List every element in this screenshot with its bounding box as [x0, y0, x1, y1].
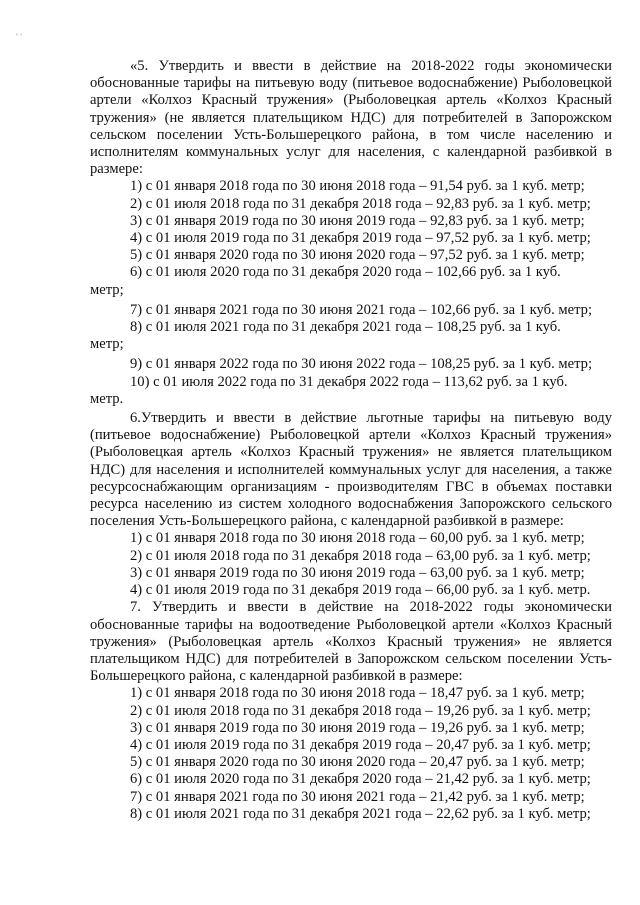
section-6-tariff-list	[90, 530, 612, 599]
list-item: 7) с 01 января 2021 года по 30 июня 2021 года – 102,66 руб. за 1 куб. метр;	[130, 301, 593, 318]
list-item-continuation: метр;	[90, 336, 124, 353]
list-item: 6) с 01 июля 2020 года по 31 декабря 2020 года – 102,66 руб. за 1 куб.	[130, 264, 561, 281]
section-6-intro: 6.Утвердить и ввести в действие льготные тарифы на питьевую воду (питьевое водоснабжение) Рыболовецкой артели «Колхоз Красный тружения» (Рыболовецкая артель «Колхоз Красный тружения» не является плательщиком НДС) для населения и исполнителей коммунальных услуг для населения, а также ресурсоснабжающим организациям - производителям ГВС в объемах поставки ресурса населению из систем холодного водоснабжения Запорожского сельского поселения Усть-Большерецкого района, с календарной разбивкой в размере:	[90, 410, 612, 530]
list-item: 4) с 01 июля 2019 года по 31 декабря 2019 года – 97,52 руб. за 1 куб. метр;	[130, 230, 591, 247]
list-item: 8) с 01 июля 2021 года по 31 декабря 2021 года – 22,62 руб. за 1 куб. метр;	[130, 805, 591, 822]
list-item: 9) с 01 января 2022 года по 30 июня 2022 года – 108,25 руб. за 1 куб. метр;	[130, 356, 593, 373]
list-item: 3) с 01 января 2019 года по 30 июня 2019 года – 92,83 руб. за 1 куб. метр;	[130, 212, 585, 229]
list-item: 4) с 01 июля 2019 года по 31 декабря 2019 года – 66,00 руб. за 1 куб. метр.	[130, 582, 591, 599]
corner-mark: ' '	[16, 32, 22, 42]
list-item: 6) с 01 июля 2020 года по 31 декабря 2020 года – 21,42 руб. за 1 куб. метр;	[130, 771, 591, 788]
list-item: 3) с 01 января 2019 года по 30 июня 2019 года – 19,26 руб. за 1 куб. метр;	[130, 719, 585, 736]
list-item: 2) с 01 июля 2018 года по 31 декабря 2018 года – 92,83 руб. за 1 куб. метр;	[130, 195, 591, 212]
section-5-tariff-list	[90, 178, 612, 408]
list-item: 3) с 01 января 2019 года по 30 июня 2019 года – 63,00 руб. за 1 куб. метр;	[130, 564, 585, 581]
list-item-continuation: метр;	[90, 281, 124, 298]
list-item: 2) с 01 июля 2018 года по 31 декабря 2018 года – 19,26 руб. за 1 куб. метр;	[130, 702, 591, 719]
section-7-intro: 7. Утвердить и ввести в действие на 2018-2022 годы экономически обоснованные тарифы на водоотведение Рыболовецкой артели «Колхоз Красный тружения» (Рыболовецкая артель «Колхоз Красный тружения» не является плательщиком НДС) для потребителей в Запорожском сельском поселении Усть-Большерецкого района, с календарной разбивкой в размере:	[90, 599, 612, 685]
document-page	[90, 58, 612, 823]
list-item: 10) с 01 июля 2022 года по 31 декабря 2022 года – 113,62 руб. за 1 куб.	[130, 373, 568, 390]
list-item: 2) с 01 июля 2018 года по 31 декабря 2018 года – 63,00 руб. за 1 куб. метр;	[130, 547, 591, 564]
list-item-continuation: метр.	[90, 390, 124, 407]
section-7-tariff-list	[90, 685, 612, 823]
list-item: 5) с 01 января 2020 года по 30 июня 2020 года – 20,47 руб. за 1 куб. метр;	[130, 754, 585, 771]
list-item: 8) с 01 июля 2021 года по 31 декабря 2021 года – 108,25 руб. за 1 куб.	[130, 319, 561, 336]
section-5-intro: «5. Утвердить и ввести в действие на 2018-2022 годы экономически обоснованные тарифы на питьевую воду (питьевое водоснабжение) Рыболовецкой артели «Колхоз Красный тружения» (Рыболовецкая артель «Колхоз Красный тружения» (не является плательщиком НДС) для потребителей в Запорожском сельском поселении Усть-Большерецкого района, в том числе населению и исполнителям коммунальных услуг для населения, с календарной разбивкой в размере:	[90, 58, 612, 178]
list-item: 5) с 01 января 2020 года по 30 июня 2020 года – 97,52 руб. за 1 куб. метр;	[130, 247, 585, 264]
list-item: 1) с 01 января 2018 года по 30 июня 2018 года – 91,54 руб. за 1 куб. метр;	[130, 178, 585, 195]
list-item: 4) с 01 июля 2019 года по 31 декабря 2019 года – 20,47 руб. за 1 куб. метр;	[130, 736, 591, 753]
list-item: 7) с 01 января 2021 года по 30 июня 2021 года – 21,42 руб. за 1 куб. метр;	[130, 788, 585, 805]
list-item: 1) с 01 января 2018 года по 30 июня 2018 года – 18,47 руб. за 1 куб. метр;	[130, 685, 585, 702]
list-item: 1) с 01 января 2018 года по 30 июня 2018 года – 60,00 руб. за 1 куб. метр;	[130, 530, 585, 547]
